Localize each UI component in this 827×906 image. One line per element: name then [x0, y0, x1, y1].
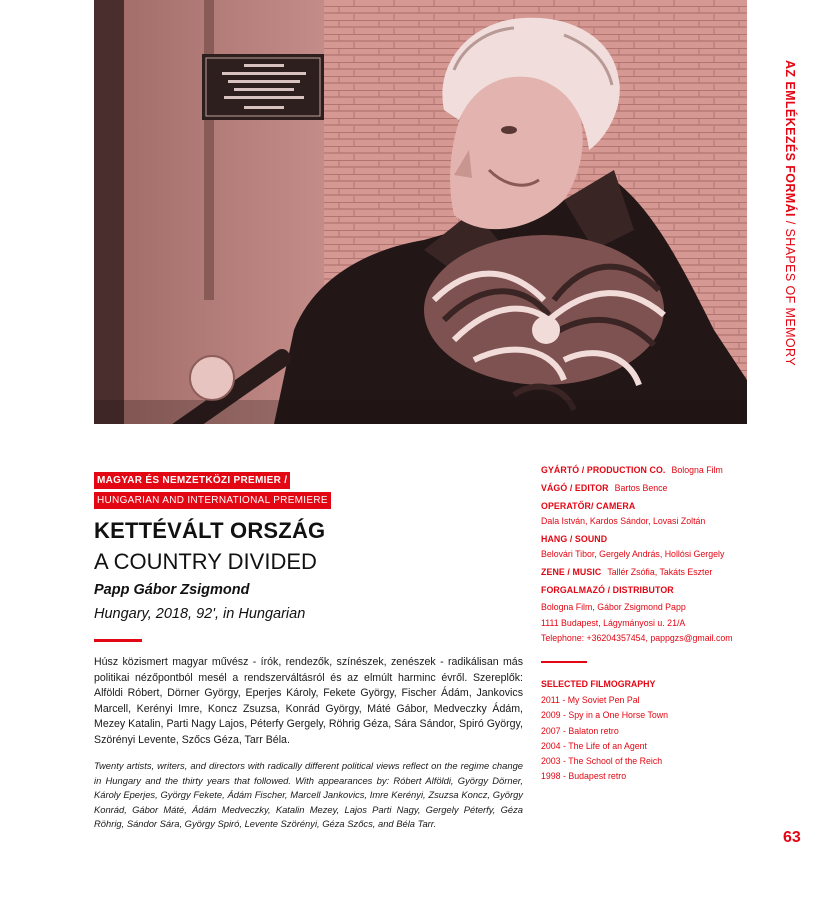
film-title-hu: KETTÉVÁLT ORSZÁG [94, 518, 326, 543]
credit-value: Bartos Bence [614, 483, 668, 493]
distributor-contact: Telephone: +36204357454, pappgzs@gmail.com [541, 633, 733, 643]
credits-divider [541, 661, 587, 663]
filmography-heading: SELECTED FILMOGRAPHY [541, 679, 656, 689]
section-title-hu: AZ EMLÉKEZÉS FORMÁI [783, 60, 797, 217]
credit-editor [541, 483, 761, 494]
film-meta: Hungary, 2018, 92', in Hungarian [94, 606, 306, 622]
section-title-separator: / [783, 220, 797, 225]
credit-label: ZENE / MUSIC [541, 567, 602, 577]
page-number: 63 [783, 829, 801, 846]
credit-label: HANG / SOUND [541, 534, 608, 544]
section-title-en: SHAPES OF MEMORY [783, 228, 797, 366]
film-still-image [94, 0, 747, 424]
credit-value: Bologna Film [671, 465, 723, 475]
credit-value: Belovári Tibor, Gergely András, Hollósi Gergely [541, 549, 725, 559]
filmography-item: 2007 - Balaton retro [541, 725, 619, 736]
premiere-labels [94, 470, 331, 509]
credit-label: OPERATŐR/ CAMERA [541, 501, 636, 511]
credit-distributor [541, 585, 761, 647]
credit-label: GYÁRTÓ / PRODUCTION CO. [541, 465, 666, 475]
credit-label: VÁGÓ / EDITOR [541, 483, 609, 493]
divider-rule [94, 639, 142, 642]
synopsis-english: Twenty artists, writers, and directors with radically different political views reflect on the regime change in Hungary and the thirty years that followed. With appearances by: Róbert Alföldi, György Dörner, Károly Eperjes, György Fekete, Ádám Fischer, Marcell Jankovics, Imre Kerényi, Zsuzsa Koncz, György Konrád, Gábor Máté, Ádám Medveczky, Katalin Mezey, Lajos Parti Nagy, Gergely Péterfy, Géza Röhrig, Sándor Sára, György Spiró, Levente Szörényi, Géza Szőcs, and Béla Tarr. [94, 760, 523, 829]
premiere-tag-hu: MAGYAR ÉS NEMZETKÖZI PREMIER / [94, 472, 290, 489]
credits-block [541, 465, 761, 654]
credit-sound [541, 534, 761, 560]
film-title-en: A COUNTRY DIVIDED [94, 549, 317, 574]
filmography-item: 2004 - The Life of an Agent [541, 740, 647, 751]
filmography-item: 2003 - The School of the Reich [541, 756, 663, 767]
film-director: Papp Gábor Zsigmond [94, 582, 250, 598]
distributor-address: 1111 Budapest, Lágymányosi u. 21/A [541, 617, 686, 628]
section-title [779, 60, 799, 366]
credit-value: Tallér Zsófia, Takáts Eszter [607, 567, 713, 577]
distributor-name: Bologna Film, Gábor Zsigmond Papp [541, 602, 686, 612]
credit-camera [541, 501, 761, 527]
filmography-item: 2009 - Spy in a One Horse Town [541, 710, 668, 721]
film-still-photo [94, 0, 747, 424]
synopsis-hungarian: Húsz közismert magyar művész - írók, rendezők, színészek, zenészek - radikálisan más politikai nézőpontból mesél a rendszerváltásról és az elmúlt harminc évről. Szereplők: Alföldi Róbert, Dörner György, Eperjes Károly, Fekete György, Fischer Ádám, Jankovics Marcell, Kerényi Imre, Koncz Zsuzsa, Konrád György, Máté Gábor, Medveczky Ádám, Mezey Katalin, Parti Nagy Lajos, Péterfy Gergely, Röhrig Géza, Sára Sándor, Spiró György, Szörényi Levente, Szőcs Géza, Tarr Béla. [94, 656, 523, 746]
filmography [541, 677, 668, 784]
filmography-item: 2011 - My Soviet Pen Pal [541, 695, 640, 706]
premiere-tag-en: HUNGARIAN AND INTERNATIONAL PREMIERE [94, 492, 331, 509]
credit-music [541, 567, 761, 578]
credit-value: Dala István, Kardos Sándor, Lovasi Zoltán [541, 516, 706, 526]
filmography-item: 1998 - Budapest retro [541, 771, 627, 782]
credit-production [541, 465, 761, 476]
credit-label: FORGALMAZÓ / DISTRIBUTOR [541, 585, 674, 595]
